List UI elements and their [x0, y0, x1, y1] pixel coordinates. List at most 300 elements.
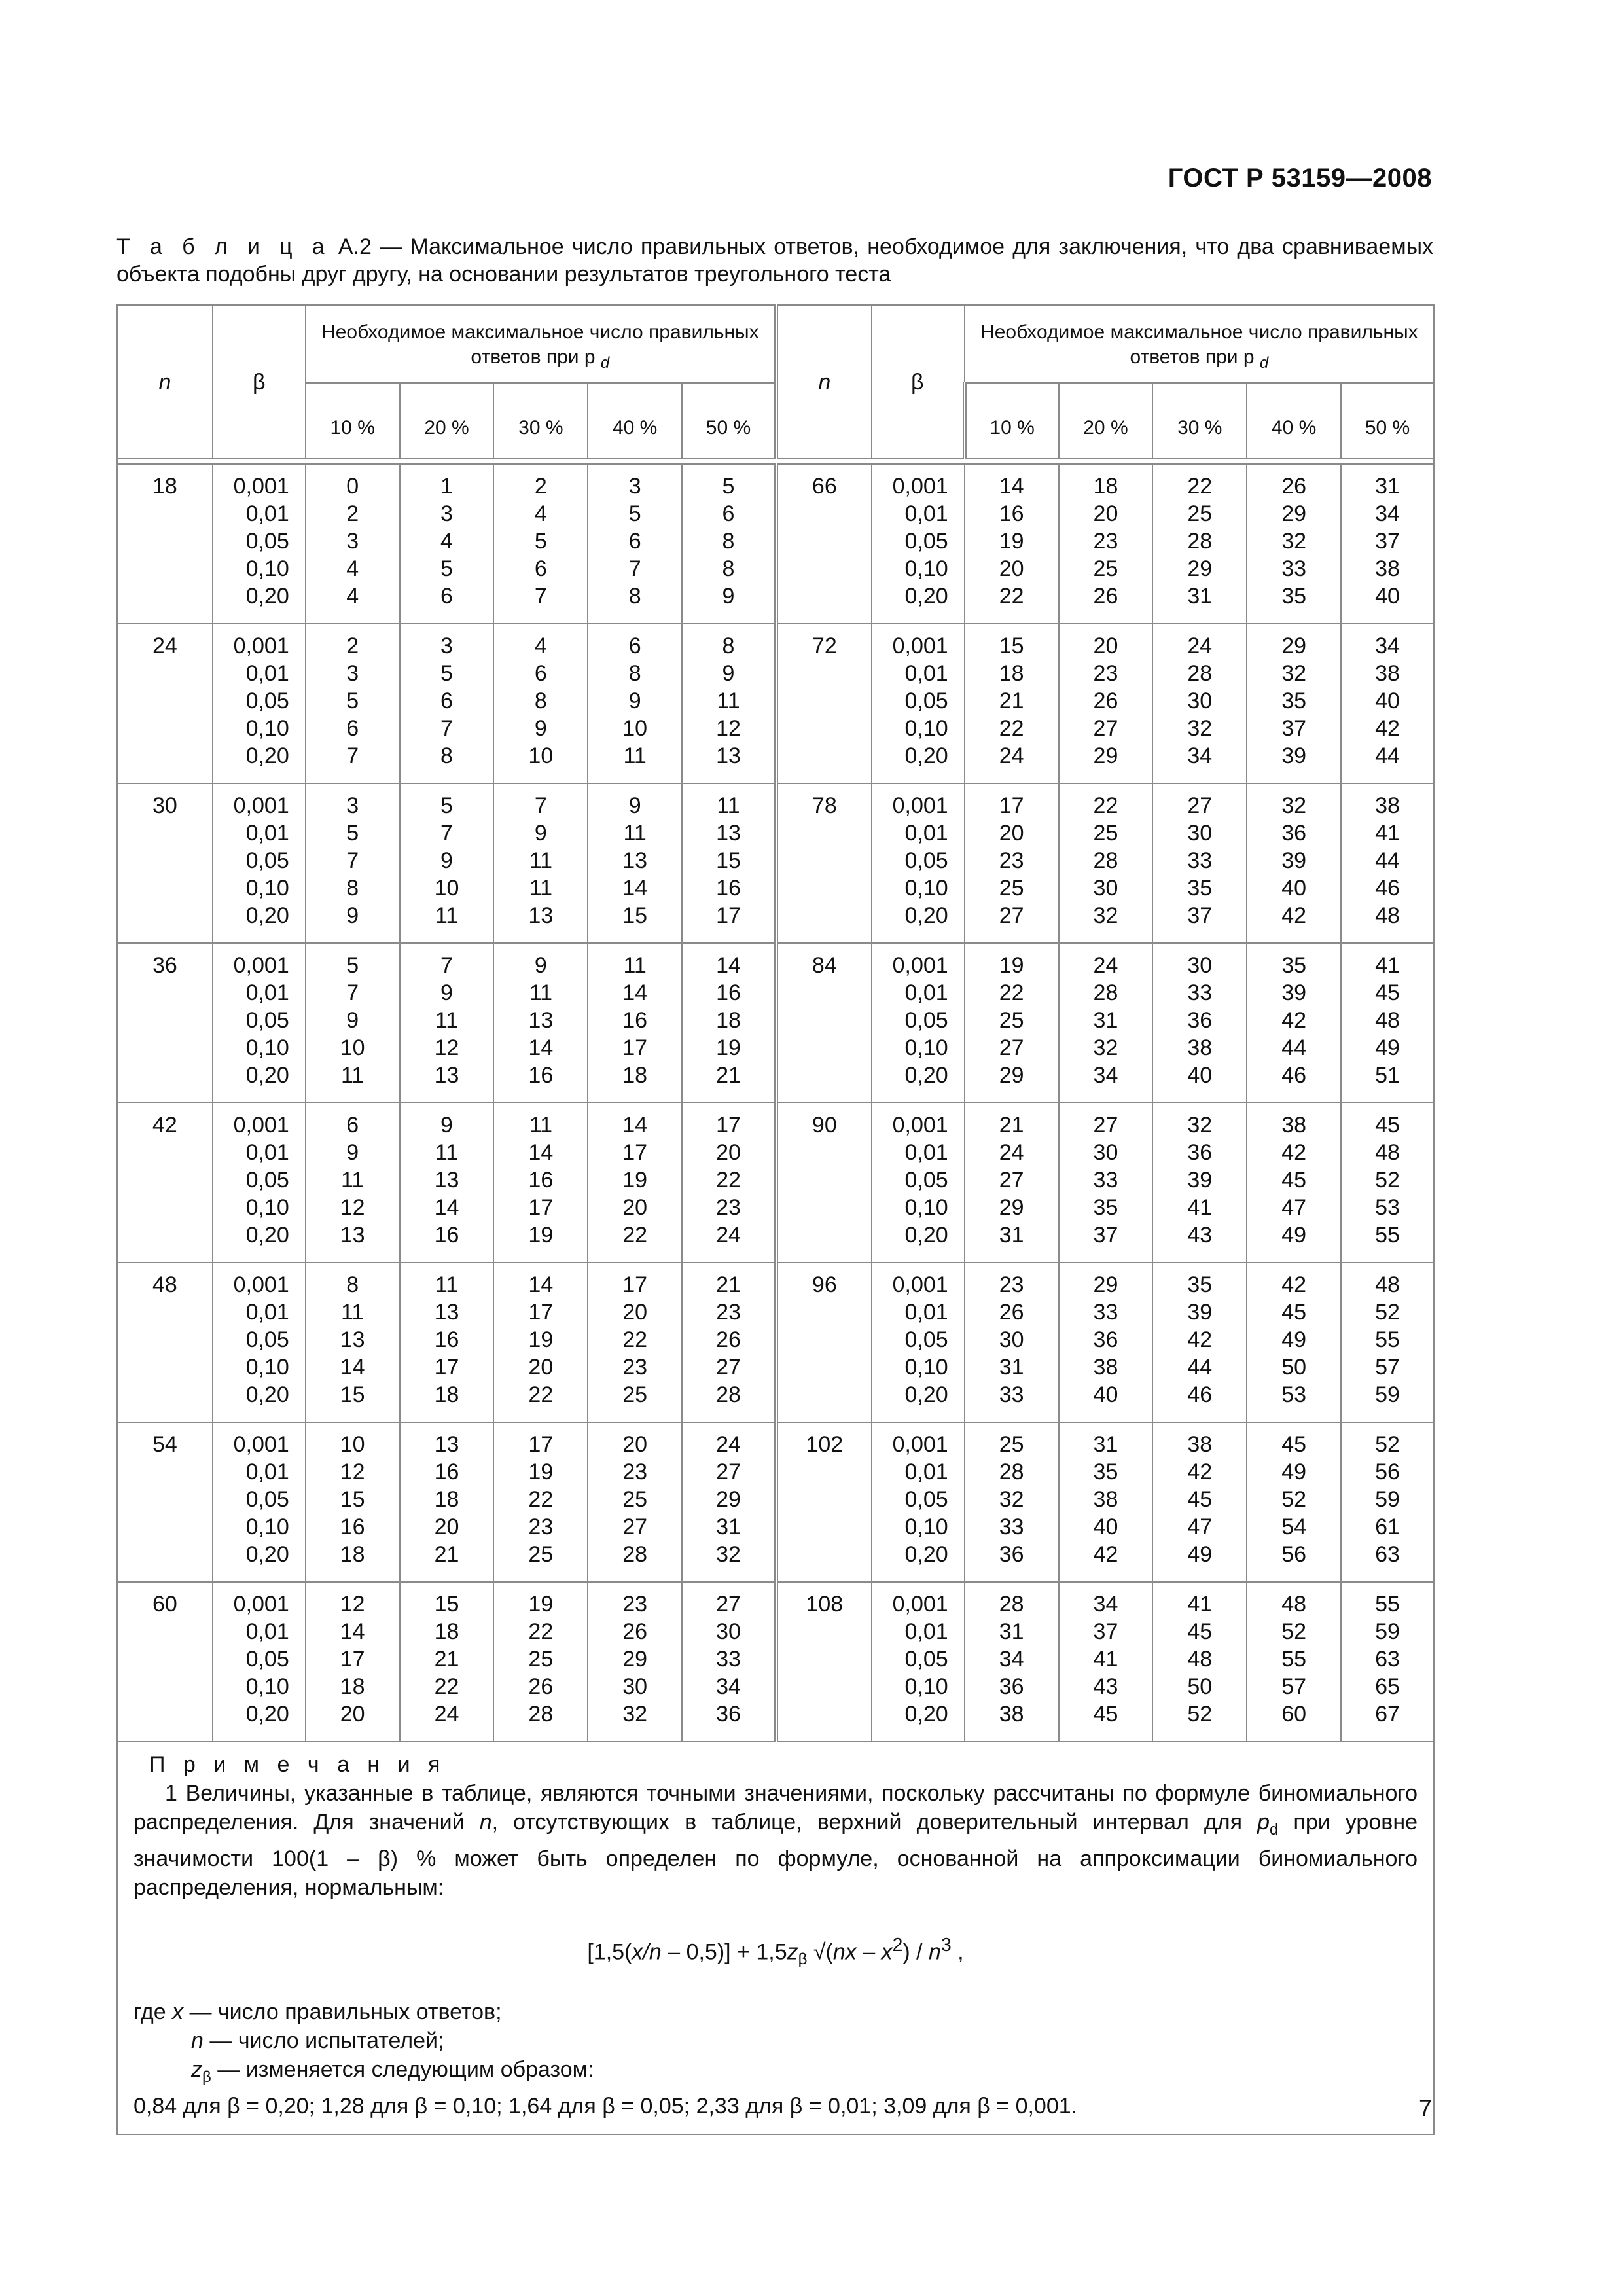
z-values: 0,84 для β = 0,20; 1,28 для β = 0,10; 1,64 для β = 0,05; 2,33 для β = 0,01; 3,09 для β = 0,001. [134, 2093, 1078, 2119]
cell-values [682, 1422, 776, 1582]
beta-value: 0,10 [904, 1674, 948, 1699]
beta-value: 0,05 [245, 1327, 289, 1352]
cell-value: 9 [440, 848, 453, 873]
cell-value: 55 [1375, 1327, 1400, 1352]
beta-value: 0,01 [245, 1140, 289, 1165]
cell-value: 36 [999, 1674, 1024, 1699]
beta-value: 0,10 [904, 556, 948, 581]
cell-beta [872, 1422, 965, 1582]
cell-value: 57 [1281, 1674, 1307, 1699]
cell-value: 11 [529, 848, 552, 873]
caption-text: — Максимальное число правильных ответов, необходимое для заключения, что два сравниваемых объекта подобны друг другу, на основании результатов треугольного теста [116, 234, 1434, 287]
cell-value: 56 [1281, 1542, 1307, 1567]
cell-value: 43 [1187, 1223, 1213, 1247]
beta-value: 0,001 [233, 1113, 289, 1138]
cell-value: 8 [722, 634, 735, 658]
header-n-left: n [117, 305, 213, 459]
cell-value: 29 [1093, 1272, 1118, 1297]
cell-value: 7 [440, 953, 453, 978]
cell-values [1152, 624, 1247, 783]
cell-value: 23 [1093, 529, 1118, 554]
cell-value: 41 [1375, 953, 1400, 978]
cell-values [1247, 1263, 1341, 1422]
table-row [117, 783, 1434, 943]
beta-value: 0,001 [233, 634, 289, 658]
cell-value: 11 [341, 1063, 365, 1088]
cell-value: 20 [1093, 501, 1118, 526]
cell-value: 27 [716, 1592, 741, 1617]
cell-value: 26 [622, 1619, 648, 1644]
cell-beta [213, 464, 306, 624]
header-pct-40: 40 % [588, 383, 682, 459]
cell-values [1059, 1422, 1153, 1582]
beta-value: 0,01 [904, 1300, 948, 1325]
cell-value: 36 [1187, 1140, 1213, 1165]
cell-beta [872, 1103, 965, 1263]
beta-value: 0,10 [904, 1515, 948, 1539]
cell-value: 18 [340, 1542, 365, 1567]
cell-value: 30 [1093, 1140, 1118, 1165]
cell-values [306, 1422, 400, 1582]
cell-value: 42 [1093, 1542, 1118, 1567]
header-n-right: n [776, 305, 872, 459]
cell-values [400, 783, 494, 943]
cell-value: 9 [628, 793, 641, 818]
cell-values [400, 624, 494, 783]
cell-n: 108 [776, 1582, 872, 1742]
cell-value: 22 [999, 980, 1024, 1005]
cell-value: 15 [999, 634, 1024, 658]
cell-value: 14 [622, 1113, 648, 1138]
cell-beta [213, 1422, 306, 1582]
cell-value: 20 [999, 821, 1024, 846]
cell-value: 50 [1281, 1355, 1307, 1380]
cell-value: 48 [1281, 1592, 1307, 1617]
cell-value: 33 [1093, 1168, 1118, 1193]
beta-value: 0,20 [245, 1063, 289, 1088]
beta-value: 0,10 [904, 1195, 948, 1220]
cell-values [588, 1263, 682, 1422]
cell-value: 17 [716, 903, 741, 928]
cell-value: 48 [1375, 1008, 1400, 1033]
cell-value: 11 [435, 1140, 459, 1165]
cell-value: 9 [346, 1008, 359, 1033]
cell-value: 24 [999, 1140, 1024, 1165]
cell-value: 63 [1375, 1647, 1400, 1672]
beta-value: 0,001 [233, 793, 289, 818]
cell-value: 19 [528, 1327, 554, 1352]
cell-value: 34 [999, 1647, 1024, 1672]
cell-value: 5 [440, 793, 453, 818]
cell-value: 33 [999, 1515, 1024, 1539]
cell-value: 30 [1187, 821, 1213, 846]
cell-value: 31 [716, 1515, 741, 1539]
cell-value: 13 [434, 1432, 459, 1457]
cell-value: 20 [622, 1432, 648, 1457]
cell-values [306, 464, 400, 624]
beta-value: 0,05 [245, 689, 289, 713]
cell-value: 32 [1093, 1035, 1118, 1060]
cell-n: 90 [776, 1103, 872, 1263]
cell-n: 66 [776, 464, 872, 624]
cell-value: 16 [528, 1063, 554, 1088]
cell-value: 17 [340, 1647, 365, 1672]
cell-value: 33 [716, 1647, 741, 1672]
cell-value: 22 [528, 1619, 554, 1644]
cell-n: 78 [776, 783, 872, 943]
cell-value: 59 [1375, 1619, 1400, 1644]
cell-value: 19 [999, 529, 1024, 554]
cell-value: 21 [716, 1272, 741, 1297]
cell-value: 38 [1187, 1432, 1213, 1457]
cell-value: 6 [346, 1113, 359, 1138]
beta-value: 0,10 [904, 876, 948, 901]
cell-value: 9 [534, 953, 547, 978]
cell-value: 20 [999, 556, 1024, 581]
header-beta-right: β [872, 305, 965, 459]
cell-beta [213, 624, 306, 783]
formula [134, 1931, 1418, 1974]
header-pct-50: 50 % [1341, 383, 1434, 459]
cell-value: 4 [534, 501, 547, 526]
cell-value: 39 [1281, 980, 1307, 1005]
beta-value: 0,01 [904, 661, 948, 686]
cell-value: 23 [622, 1592, 648, 1617]
cell-value: 12 [434, 1035, 459, 1060]
cell-values [493, 624, 588, 783]
cell-value: 59 [1375, 1382, 1400, 1407]
cell-value: 10 [528, 744, 554, 768]
cell-value: 22 [1093, 793, 1118, 818]
cell-value: 38 [1375, 793, 1400, 818]
note-var-n: n [479, 1810, 492, 1835]
cell-beta [872, 464, 965, 624]
cell-value: 32 [1187, 716, 1213, 741]
cell-value: 33 [1187, 980, 1213, 1005]
cell-values [1247, 464, 1341, 624]
cell-value: 37 [1281, 716, 1307, 741]
beta-value: 0,20 [904, 744, 948, 768]
cell-value: 17 [434, 1355, 459, 1380]
cell-value: 19 [528, 1592, 554, 1617]
cell-value: 26 [1093, 689, 1118, 713]
cell-value: 7 [346, 744, 359, 768]
cell-value: 22 [622, 1327, 648, 1352]
cell-value: 22 [716, 1168, 741, 1193]
cell-value: 40 [1187, 1063, 1213, 1088]
cell-values [965, 1582, 1059, 1742]
cell-values [493, 943, 588, 1103]
cell-value: 4 [534, 634, 547, 658]
cell-n: 42 [117, 1103, 213, 1263]
cell-value: 5 [346, 689, 359, 713]
cell-values [400, 1263, 494, 1422]
cell-value: 11 [529, 980, 552, 1005]
notes-paragraph [134, 1779, 1418, 1902]
beta-value: 0,10 [245, 716, 289, 741]
cell-value: 29 [999, 1195, 1024, 1220]
cell-value: 16 [340, 1515, 365, 1539]
cell-value: 20 [340, 1702, 365, 1727]
cell-values [493, 1103, 588, 1263]
cell-value: 48 [1375, 1272, 1400, 1297]
cell-value: 28 [999, 1460, 1024, 1484]
cell-values [682, 783, 776, 943]
cell-value: 10 [340, 1432, 365, 1457]
cell-value: 6 [346, 716, 359, 741]
cell-values [400, 943, 494, 1103]
cell-value: 35 [1093, 1460, 1118, 1484]
cell-values [682, 624, 776, 783]
where-x [134, 1998, 1418, 2026]
cell-value: 67 [1375, 1702, 1400, 1727]
cell-value: 3 [628, 474, 641, 499]
cell-value: 47 [1187, 1515, 1213, 1539]
cell-value: 28 [1187, 529, 1213, 554]
cell-value: 27 [1187, 793, 1213, 818]
cell-value: 1 [440, 474, 453, 499]
cell-values [588, 624, 682, 783]
beta-value: 0,001 [892, 634, 948, 658]
cell-value: 3 [440, 634, 453, 658]
cell-value: 12 [716, 716, 741, 741]
cell-values [493, 1422, 588, 1582]
formula-part: – 0,5)] + 1,5 [661, 1939, 787, 1965]
beta-value: 0,10 [245, 1195, 289, 1220]
note-text: при уровне значимости 100(1 – β) % может быть определен по формуле, основанной на аппроксимации биномиального распределения, нормальным: [134, 1810, 1418, 1900]
beta-value: 0,20 [245, 584, 289, 609]
header-divider [117, 459, 1434, 464]
cell-value: 25 [1093, 821, 1118, 846]
beta-value: 0,20 [245, 1702, 289, 1727]
cell-value: 23 [528, 1515, 554, 1539]
cell-value: 29 [1281, 501, 1307, 526]
cell-value: 17 [622, 1272, 648, 1297]
cell-values [400, 464, 494, 624]
cell-values [682, 943, 776, 1103]
beta-value: 0,05 [904, 1647, 948, 1672]
cell-value: 45 [1375, 980, 1400, 1005]
beta-value: 0,01 [904, 1140, 948, 1165]
beta-value: 0,10 [245, 1515, 289, 1539]
cell-value: 39 [1281, 848, 1307, 873]
header-group-text: Необходимое максимальное число правильных ответов при p [980, 321, 1418, 368]
cell-value: 36 [1187, 1008, 1213, 1033]
cell-value: 51 [1375, 1063, 1400, 1088]
cell-value: 2 [346, 501, 359, 526]
cell-value: 20 [622, 1300, 648, 1325]
header-pct-50: 50 % [682, 383, 776, 459]
cell-value: 21 [999, 689, 1024, 713]
cell-values [306, 624, 400, 783]
cell-value: 28 [622, 1542, 648, 1567]
cell-values [1341, 1263, 1434, 1422]
beta-value: 0,01 [245, 501, 289, 526]
cell-value: 56 [1375, 1460, 1400, 1484]
cell-value: 22 [434, 1674, 459, 1699]
cell-value: 11 [435, 1272, 459, 1297]
cell-value: 3 [346, 793, 359, 818]
cell-value: 39 [1187, 1168, 1213, 1193]
cell-value: 29 [1093, 744, 1118, 768]
beta-value: 0,05 [904, 1168, 948, 1193]
beta-value: 0,001 [233, 1272, 289, 1297]
cell-value: 17 [528, 1432, 554, 1457]
cell-value: 7 [534, 793, 547, 818]
cell-value: 46 [1281, 1063, 1307, 1088]
cell-value: 24 [1187, 634, 1213, 658]
cell-value: 31 [1375, 474, 1400, 499]
cell-value: 17 [999, 793, 1024, 818]
cell-value: 28 [528, 1702, 554, 1727]
cell-value: 14 [622, 980, 648, 1005]
cell-value: 23 [716, 1195, 741, 1220]
cell-value: 40 [1093, 1515, 1118, 1539]
cell-values [965, 1103, 1059, 1263]
cell-value: 15 [716, 848, 741, 873]
cell-values [1059, 464, 1153, 624]
cell-value: 10 [340, 1035, 365, 1060]
cell-values [1341, 624, 1434, 783]
cell-value: 26 [528, 1674, 554, 1699]
beta-value: 0,05 [904, 1327, 948, 1352]
beta-value: 0,20 [904, 903, 948, 928]
beta-value: 0,20 [904, 1382, 948, 1407]
cell-values [1247, 1103, 1341, 1263]
cell-value: 8 [346, 876, 359, 901]
beta-value: 0,10 [904, 1355, 948, 1380]
cell-beta [872, 624, 965, 783]
cell-n: 96 [776, 1263, 872, 1422]
cell-values [493, 783, 588, 943]
cell-value: 25 [528, 1542, 554, 1567]
cell-value: 6 [534, 661, 547, 686]
cell-values [965, 624, 1059, 783]
table-row [117, 1422, 1434, 1582]
cell-beta [872, 943, 965, 1103]
cell-value: 4 [440, 529, 453, 554]
beta-value: 0,01 [245, 1300, 289, 1325]
beta-value: 0,20 [904, 1542, 948, 1567]
cell-value: 32 [1093, 903, 1118, 928]
cell-values [1152, 464, 1247, 624]
cell-values [1341, 1582, 1434, 1742]
cell-value: 14 [716, 953, 741, 978]
cell-value: 9 [440, 980, 453, 1005]
cell-value: 15 [622, 903, 648, 928]
cell-value: 20 [622, 1195, 648, 1220]
cell-value: 19 [999, 953, 1024, 978]
cell-value: 25 [1093, 556, 1118, 581]
cell-value: 22 [622, 1223, 648, 1247]
notes-cell [117, 1742, 1434, 2134]
cell-beta [872, 783, 965, 943]
cell-value: 20 [1093, 634, 1118, 658]
cell-value: 36 [1093, 1327, 1118, 1352]
cell-values [306, 1103, 400, 1263]
cell-value: 17 [622, 1140, 648, 1165]
cell-value: 29 [1281, 634, 1307, 658]
cell-value: 57 [1375, 1355, 1400, 1380]
cell-value: 50 [1187, 1674, 1213, 1699]
cell-value: 49 [1281, 1327, 1307, 1352]
cell-beta [213, 1263, 306, 1422]
cell-value: 24 [716, 1432, 741, 1457]
cell-value: 25 [528, 1647, 554, 1672]
cell-n: 36 [117, 943, 213, 1103]
cell-value: 8 [440, 744, 453, 768]
cell-value: 9 [346, 903, 359, 928]
cell-values [1059, 1263, 1153, 1422]
cell-values [588, 783, 682, 943]
cell-value: 20 [528, 1355, 554, 1380]
cell-n: 54 [117, 1422, 213, 1582]
cell-value: 28 [1187, 661, 1213, 686]
cell-value: 36 [1281, 821, 1307, 846]
cell-value: 38 [999, 1702, 1024, 1727]
note-sub-d: d [1270, 1820, 1279, 1839]
cell-value: 32 [1281, 529, 1307, 554]
cell-value: 21 [999, 1113, 1024, 1138]
beta-value: 0,20 [245, 903, 289, 928]
cell-values [1059, 943, 1153, 1103]
beta-value: 0,01 [904, 821, 948, 846]
cell-value: 5 [722, 474, 735, 499]
cell-value: 11 [435, 1008, 459, 1033]
cell-value: 33 [999, 1382, 1024, 1407]
cell-values [965, 943, 1059, 1103]
cell-value: 9 [722, 661, 735, 686]
cell-value: 14 [622, 876, 648, 901]
cell-value: 39 [1187, 1300, 1213, 1325]
cell-value: 24 [716, 1223, 741, 1247]
cell-value: 24 [1093, 953, 1118, 978]
cell-value: 8 [628, 584, 641, 609]
header-pct-40: 40 % [1247, 383, 1341, 459]
cell-values [306, 1263, 400, 1422]
cell-value: 42 [1187, 1327, 1213, 1352]
cell-value: 41 [1093, 1647, 1118, 1672]
cell-values [1059, 1103, 1153, 1263]
beta-value: 0,01 [904, 1619, 948, 1644]
cell-value: 48 [1375, 903, 1400, 928]
cell-value: 15 [340, 1487, 365, 1512]
beta-value: 0,20 [904, 1223, 948, 1247]
header-pct-30: 30 % [1152, 383, 1247, 459]
cell-value: 25 [1187, 501, 1213, 526]
cell-value: 39 [1281, 744, 1307, 768]
cell-value: 24 [999, 744, 1024, 768]
beta-value: 0,001 [892, 953, 948, 978]
cell-values [493, 1263, 588, 1422]
cell-value: 18 [716, 1008, 741, 1033]
note-text: 1 Величины, указанные в таблице, являются точными значениями, поскольку рассчитаны по формуле биномиального распределения. Для значений [134, 1781, 1418, 1835]
beta-value: 0,10 [245, 1674, 289, 1699]
cell-value: 32 [1281, 793, 1307, 818]
cell-value: 11 [623, 821, 647, 846]
cell-value: 37 [1093, 1223, 1118, 1247]
cell-value: 29 [716, 1487, 741, 1512]
cell-value: 5 [346, 821, 359, 846]
beta-value: 0,05 [904, 529, 948, 554]
cell-n: 60 [117, 1582, 213, 1742]
cell-value: 13 [340, 1223, 365, 1247]
cell-value: 2 [534, 474, 547, 499]
beta-value: 0,01 [245, 821, 289, 846]
cell-value: 40 [1281, 876, 1307, 901]
cell-value: 16 [999, 501, 1024, 526]
cell-value: 45 [1093, 1702, 1118, 1727]
